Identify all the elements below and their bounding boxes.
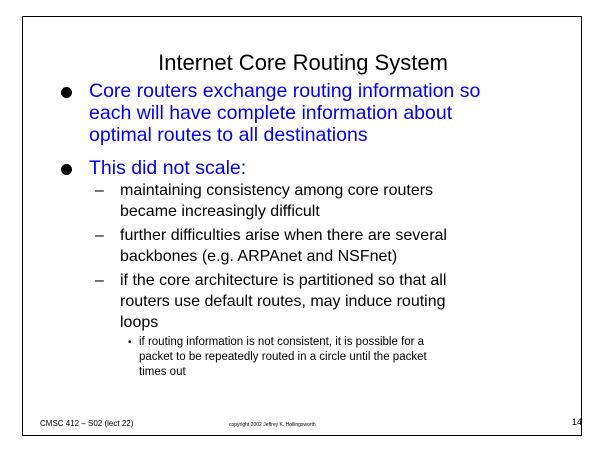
footer-course: CMSC 412 – S02 (lect 22) [40,419,134,428]
subsubitem-line: times out [139,366,186,378]
page-number: 14 [572,417,583,427]
bullet-line: This did not scale: [89,157,247,179]
subitem-line: maintaining consistency among core routers [120,182,434,199]
subitem-marker: – [95,227,104,244]
subitem-text [120,225,560,267]
subitem-text [120,180,560,222]
subsubitem-text [139,335,549,380]
bullet-marker [61,87,72,98]
bullet-text [89,80,569,146]
subsubitem-line: if routing information is not consistent, it is possible for a [139,336,425,348]
slide [22,16,582,436]
subsubitem-marker: • [128,337,132,348]
subitem-line: loops [120,314,159,331]
slide-title: Internet Core Routing System [158,50,448,75]
subitem-line: routers use default routes, may induce routing [120,293,446,310]
subitem-line: if the core architecture is partitioned so that all [120,272,447,289]
subitem-line: backbones (e.g. ARPAnet and NSFnet) [120,248,398,265]
subitem-marker: – [95,182,104,199]
bullet-line: optimal routes to all destinations [89,124,368,146]
subitem-line: further difficulties arise when there are several [120,227,447,244]
bullet-text [89,157,569,179]
subitem-text [120,270,560,333]
footer-copyright: copyright 2002 Jeffrey K. Hollingsworth [229,422,316,428]
subsubitem-line: packet to be repeatedly routed in a circle until the packet [139,351,427,363]
bullet-marker [61,164,72,175]
bullet-line: each will have complete information about [89,102,453,124]
subitem-marker: – [95,272,104,289]
subitem-line: became increasingly difficult [120,203,320,220]
bullet-line: Core routers exchange routing information so [89,80,481,102]
